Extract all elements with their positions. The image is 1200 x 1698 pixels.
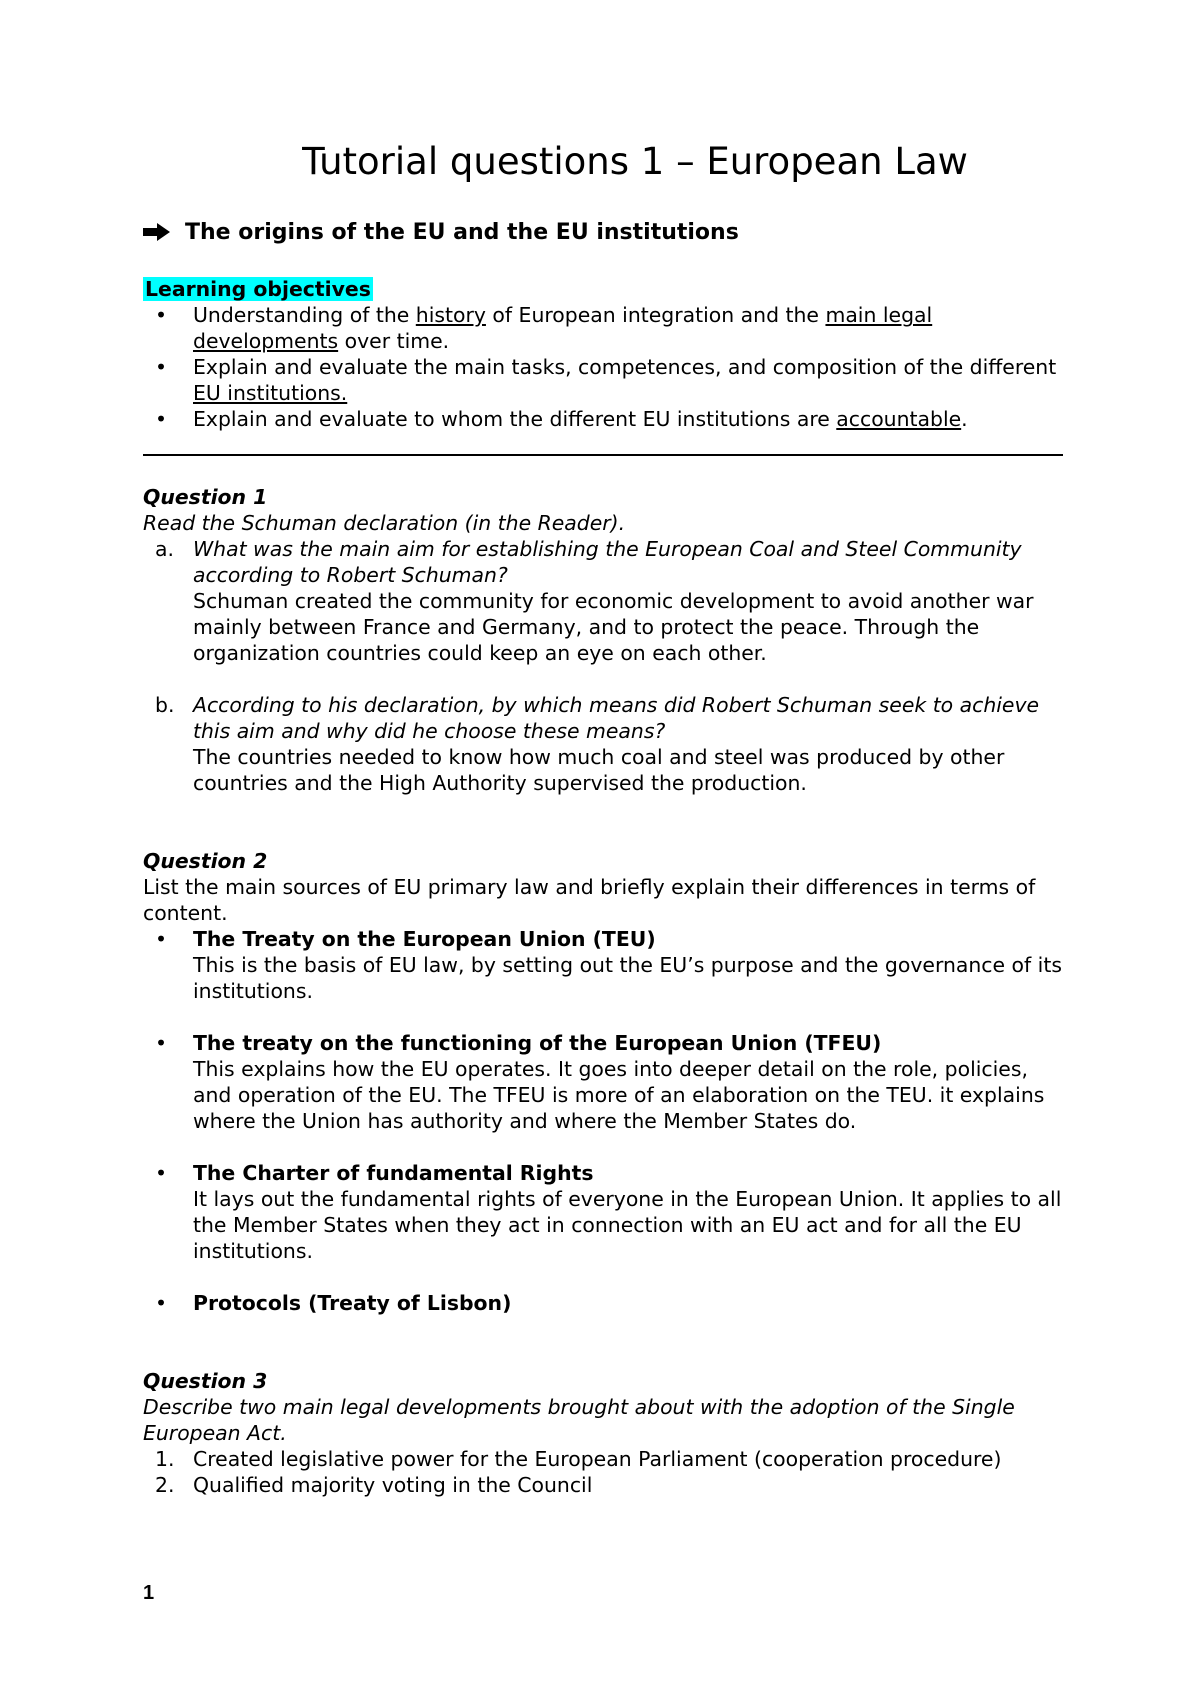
list-item xyxy=(143,1030,1063,1134)
highlighted-heading: Learning objectives xyxy=(145,277,371,301)
item-text: It lays out the fundamental rights of everyone in the European Union. It applies to all the Member States when they act in connection with an EU act and for all the EU institutions. xyxy=(193,1187,1062,1263)
item-title: Protocols (Treaty of Lisbon) xyxy=(193,1291,512,1315)
list-item xyxy=(143,406,1063,432)
question-1-parts xyxy=(143,536,1063,796)
item-text: over time. xyxy=(338,329,450,353)
bullet-icon: • xyxy=(155,303,168,327)
item-title: The Treaty on the European Union (TEU) xyxy=(193,927,656,951)
item-text: of European integration and the xyxy=(485,303,826,327)
list-item xyxy=(143,926,1063,1004)
section-subtitle xyxy=(143,220,739,245)
item-marker: 2. xyxy=(155,1473,175,1497)
page-number: 1 xyxy=(143,1582,155,1604)
list-item xyxy=(143,1160,1063,1264)
part-answer: The countries needed to know how much coal and steel was produced by other countries and the High Authority supervised the production. xyxy=(193,745,1005,795)
question-3-prompt: Describe two main legal developments brought about with the adoption of the Single European Act. xyxy=(143,1395,1015,1445)
item-text: Understanding of the xyxy=(193,303,416,327)
bullet-icon: • xyxy=(155,1291,168,1315)
part-answer: Schuman created the community for economic development to avoid another war mainly between France and Germany, and to protect the peace. Through the organization countries could keep an eye on each other. xyxy=(193,589,1034,665)
arrow-right-icon xyxy=(143,220,171,245)
list-item xyxy=(143,1290,1063,1316)
document-body xyxy=(143,276,1063,1498)
question-3-heading: Question 3 xyxy=(143,1369,268,1393)
part-marker: b. xyxy=(155,693,175,717)
learning-objectives-heading xyxy=(143,276,1063,302)
underlined-term: EU institutions. xyxy=(193,381,348,405)
bullet-icon: • xyxy=(155,407,168,431)
item-text: This explains how the EU operates. It goes into deeper detail on the role, policies, and operation of the EU. The TFEU is more of an elaboration on the TEU. it explains where the Union has authority and where the Member States do. xyxy=(193,1057,1045,1133)
list-item xyxy=(143,1472,1063,1498)
underlined-term: history xyxy=(415,303,486,327)
objectives-list xyxy=(143,302,1063,432)
subtitle-text: The origins of the EU and the EU institutions xyxy=(185,220,739,245)
list-item xyxy=(143,354,1063,406)
page-title: Tutorial questions 1 – European Law xyxy=(302,140,968,183)
bullet-icon: • xyxy=(155,355,168,379)
part-question: What was the main aim for establishing the European Coal and Steel Community according to Robert Schuman? xyxy=(193,537,1022,587)
question-2-prompt: List the main sources of EU primary law and briefly explain their differences in terms of content. xyxy=(143,875,1036,925)
underlined-term: accountable xyxy=(836,407,962,431)
bullet-icon: • xyxy=(155,1031,168,1055)
item-title: The treaty on the functioning of the European Union (TFEU) xyxy=(193,1031,882,1055)
item-text: . xyxy=(961,407,968,431)
question-3-list xyxy=(143,1446,1063,1498)
list-item xyxy=(143,302,1063,354)
list-item xyxy=(143,692,1063,796)
part-question: According to his declaration, by which means did Robert Schuman seek to achieve this aim and why did he choose these means? xyxy=(193,693,1040,743)
horizontal-divider xyxy=(143,454,1063,456)
question-2-list xyxy=(143,926,1063,1316)
item-text: Explain and evaluate to whom the different EU institutions are xyxy=(193,407,837,431)
question-1-prompt: Read the Schuman declaration (in the Reader). xyxy=(143,511,626,535)
bullet-icon: • xyxy=(155,1161,168,1185)
underlined-term: main legal developments xyxy=(193,303,933,353)
item-text: Explain and evaluate the main tasks, competences, and composition of the different xyxy=(193,355,1057,379)
part-marker: a. xyxy=(155,537,174,561)
item-title: The Charter of fundamental Rights xyxy=(193,1161,594,1185)
bullet-icon: • xyxy=(155,927,168,951)
list-item xyxy=(143,536,1063,666)
item-text: Created legislative power for the European Parliament (cooperation procedure) xyxy=(193,1447,1002,1471)
question-2-heading: Question 2 xyxy=(143,849,268,873)
item-text: This is the basis of EU law, by setting out the EU’s purpose and the governance of its institutions. xyxy=(193,953,1062,1003)
item-text: Qualified majority voting in the Council xyxy=(193,1473,593,1497)
list-item xyxy=(143,1446,1063,1472)
item-marker: 1. xyxy=(155,1447,175,1471)
question-1-heading: Question 1 xyxy=(143,485,268,509)
